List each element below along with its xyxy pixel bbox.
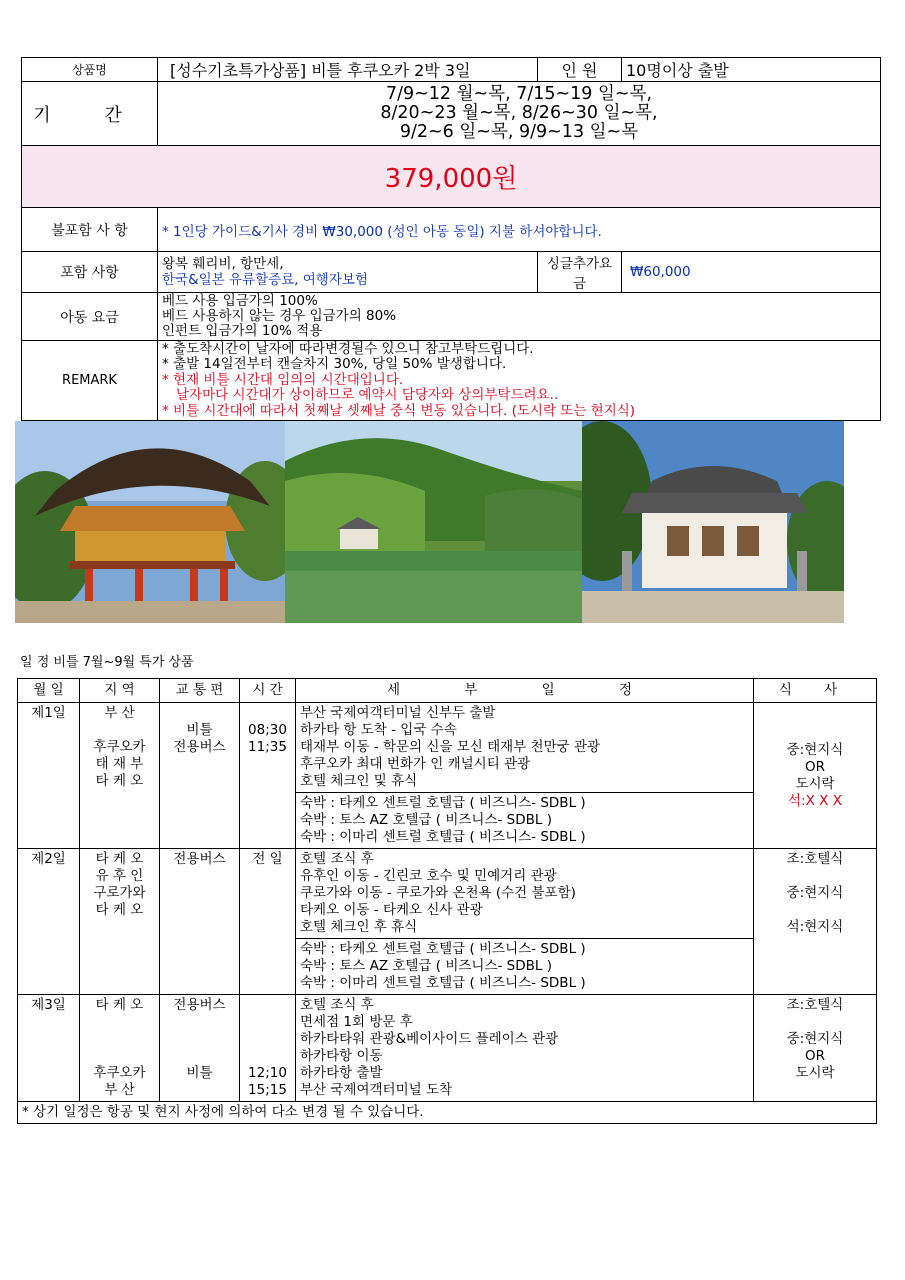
schedule-line: 하카타 항 도착 - 입국 수속	[300, 722, 457, 738]
remark-line: * 비틀 시간대에 따라서 첫째날 셋째날 중식 변동 있습니다. (도시락 또는 현지식)	[162, 402, 636, 419]
remark-line: * 출발 14일전부터 캔슬차지 30%, 당일 50% 발생합니다.	[162, 356, 507, 373]
hotel-line: 숙박 : 토스 AZ 호텔급 ( 비즈니스- SDBL )	[300, 958, 552, 974]
meal-line: 조:호텔식	[786, 851, 844, 867]
meal-line: 도시락	[795, 775, 835, 792]
region-line	[84, 722, 155, 739]
region-line: 타 케 오	[95, 851, 144, 867]
meal-line: 중:현지식	[786, 885, 844, 901]
day-row	[18, 703, 877, 793]
schedule-line: 호텔 체크인 후 휴식	[300, 919, 418, 935]
day-schedule	[296, 995, 754, 1102]
period-label: 기 간	[22, 82, 158, 146]
product-name: [성수기초특가상품] 비틀 후쿠오카 2박 3일	[158, 58, 538, 82]
itinerary-header-row	[18, 679, 877, 703]
day-hotels	[296, 939, 754, 995]
header-region: 지 역	[80, 679, 160, 703]
day-row	[18, 849, 877, 939]
transport-line: 전용버스	[173, 851, 226, 867]
single-label: 싱글추가요금	[538, 252, 622, 293]
schedule-line: 부산 국제여객터미널 도착	[300, 1082, 453, 1098]
time-line: 15;15	[248, 1082, 287, 1098]
day-row	[18, 995, 877, 1102]
child-label: 아동 요금	[22, 293, 158, 341]
included-text	[158, 252, 538, 293]
itinerary-footnote: * 상기 일정은 항공 및 현지 사정에 의하여 다소 변경 될 수 있습니다.	[18, 1102, 877, 1124]
header-time: 시 간	[240, 679, 296, 703]
price: 379,000원	[22, 146, 881, 208]
day-schedule	[296, 703, 754, 793]
time-line: 전 일	[252, 851, 283, 867]
day-label: 제2일	[18, 849, 80, 995]
meal-line	[758, 868, 872, 885]
region-line: 구로가와	[93, 885, 146, 901]
transport-line	[164, 1014, 235, 1065]
schedule-line: 하카타타워 관광&베이사이드 플레이스 관광	[300, 1031, 559, 1047]
included-label: 포함 사항	[22, 252, 158, 293]
time-line	[244, 705, 291, 722]
transport-line: 비틀	[186, 722, 213, 738]
region-line: 타 케 오	[95, 773, 144, 789]
schedule-line: 후쿠오카 최대 번화가 인 캐널시티 관광	[300, 756, 531, 772]
people-value: 10명이상 출발	[622, 58, 881, 82]
excluded-text: * 1인당 가이드&기사 경비 ₩30,000 (성인 아동 동일) 지불 하셔야합니다.	[158, 208, 881, 252]
region-line: 유 후 인	[95, 868, 144, 884]
day-label: 제3일	[18, 995, 80, 1102]
meal-line: 도시락	[795, 1065, 835, 1081]
remark-text	[158, 341, 881, 421]
period-line: 8/20~23 월~목, 8/26~30 일~목,	[380, 103, 658, 123]
time-line: 11;35	[248, 739, 287, 755]
day-transport	[160, 849, 240, 995]
product-label: 상품명	[22, 58, 158, 82]
day-region	[80, 703, 160, 849]
meal-line: 석:현지식	[786, 919, 844, 935]
itinerary-caption: 일 정 비틀 7월~9월 특가 상품	[20, 655, 194, 670]
day-region	[80, 995, 160, 1102]
photo-lake-kinrinko	[285, 421, 582, 623]
transport-line: 전용버스	[173, 997, 226, 1013]
included-line: 왕복 훼리비, 항만세,	[162, 256, 284, 272]
day-time	[240, 995, 296, 1102]
schedule-line: 호텔 조식 후	[300, 851, 374, 867]
hotel-line: 숙박 : 타케오 센트럴 호텔급 ( 비즈니스- SDBL )	[300, 795, 586, 811]
schedule-line: 호텔 조식 후	[300, 997, 374, 1013]
transport-line: 비틀	[186, 1065, 213, 1081]
hotel-line: 숙박 : 이마리 센트럴 호텔급 ( 비즈니스- SDBL )	[300, 975, 586, 991]
region-line: 태 재 부	[95, 756, 144, 772]
day-meals	[754, 703, 877, 849]
region-line: 타 케 오	[95, 997, 144, 1013]
schedule-line: 쿠로가와 이동 - 쿠로가와 온천욕 (수건 불포함)	[300, 885, 576, 901]
region-line	[84, 1014, 155, 1065]
remark-line: 날자마다 시간대가 상이하므로 예약시 담당자와 상의부탁드려요..	[176, 387, 559, 404]
time-line: 08;30	[248, 722, 287, 738]
schedule-line: 부산 국제여객터미널 신부두 출발	[300, 705, 496, 721]
remark-line: * 출도착시간이 날자에 따라변경될수 있으니 참고부탁드립니다.	[162, 340, 534, 357]
schedule-line: 태재부 이동 - 학문의 신을 모신 태재부 천만궁 관광	[300, 739, 601, 755]
people-label: 인 원	[538, 58, 622, 82]
itinerary-table	[17, 678, 877, 1124]
hotel-line: 숙박 : 토스 AZ 호텔급 ( 비즈니스- SDBL )	[300, 812, 552, 828]
day-transport	[160, 995, 240, 1102]
summary-table	[21, 57, 881, 421]
schedule-line: 타케오 이동 - 타케오 신사 관광	[300, 902, 483, 918]
day-time	[240, 703, 296, 849]
region-line: 부 산	[104, 705, 135, 721]
region-line: 타 케 오	[95, 902, 144, 918]
schedule-line: 유후인 이동 - 긴린코 호수 및 민예거리 관광	[300, 868, 557, 884]
hotel-line: 숙박 : 이마리 센트럴 호텔급 ( 비즈니스- SDBL )	[300, 829, 586, 845]
day-region	[80, 849, 160, 995]
child-fees	[158, 293, 881, 341]
remark-label: REMARK	[22, 341, 158, 421]
region-line: 부 산	[104, 1082, 135, 1098]
day-schedule	[296, 849, 754, 939]
day-transport	[160, 703, 240, 849]
schedule-line: 면세점 1회 방문 후	[300, 1014, 413, 1030]
meal-line: 조:호텔식	[786, 997, 844, 1013]
excluded-label: 불포함 사 항	[22, 208, 158, 252]
time-line	[244, 997, 291, 1065]
day-meals	[754, 995, 877, 1102]
day-time	[240, 849, 296, 995]
remark-line: * 현재 비틀 시간대 임의의 시간대입니다.	[162, 371, 404, 388]
transport-line	[164, 705, 235, 722]
region-line: 후쿠오카	[93, 1065, 146, 1081]
meal-line	[758, 902, 872, 919]
meal-line: OR	[804, 758, 825, 775]
region-line: 후쿠오카	[93, 739, 146, 755]
included-line: 한국&일본 유류할증료, 여행자보험	[162, 272, 368, 288]
header-schedule: 세 부 일 정	[296, 679, 754, 703]
meal-line: 석:X X X	[788, 792, 842, 809]
meal-line: 중:현지식	[786, 1031, 844, 1047]
transport-line: 전용버스	[173, 739, 226, 755]
header-meals: 식 사	[754, 679, 877, 703]
schedule-line: 하카타항 출발	[300, 1065, 383, 1081]
meal-line: OR	[804, 1048, 825, 1064]
child-line: 인펀트 입금가의 10% 적용	[162, 323, 323, 339]
schedule-line: 하카타항 이동	[300, 1048, 383, 1064]
period-line: 9/2~6 일~목, 9/9~13 일~목	[399, 122, 639, 142]
period-line: 7/9~12 월~목, 7/15~19 일~목,	[385, 84, 653, 104]
meal-line: 중:현지식	[786, 741, 844, 758]
hotel-line: 숙박 : 타케오 센트럴 호텔급 ( 비즈니스- SDBL )	[300, 941, 586, 957]
day-hotels	[296, 793, 754, 849]
header-transport: 교 통 편	[160, 679, 240, 703]
single-value: ₩60,000	[622, 252, 881, 293]
day-meals	[754, 849, 877, 995]
photo-shrine-dazaifu	[15, 421, 285, 623]
child-line: 베드 사용 입금가의 100%	[162, 293, 318, 309]
header-date: 월 일	[18, 679, 80, 703]
time-line: 12;10	[248, 1065, 287, 1081]
meal-line	[758, 1014, 872, 1031]
photo-shrine-takeo	[582, 421, 844, 623]
day-label: 제1일	[18, 703, 80, 849]
period-dates	[158, 82, 881, 146]
child-line: 베드 사용하지 않는 경우 입금가의 80%	[162, 308, 397, 324]
schedule-line: 호텔 체크인 및 휴식	[300, 773, 418, 789]
